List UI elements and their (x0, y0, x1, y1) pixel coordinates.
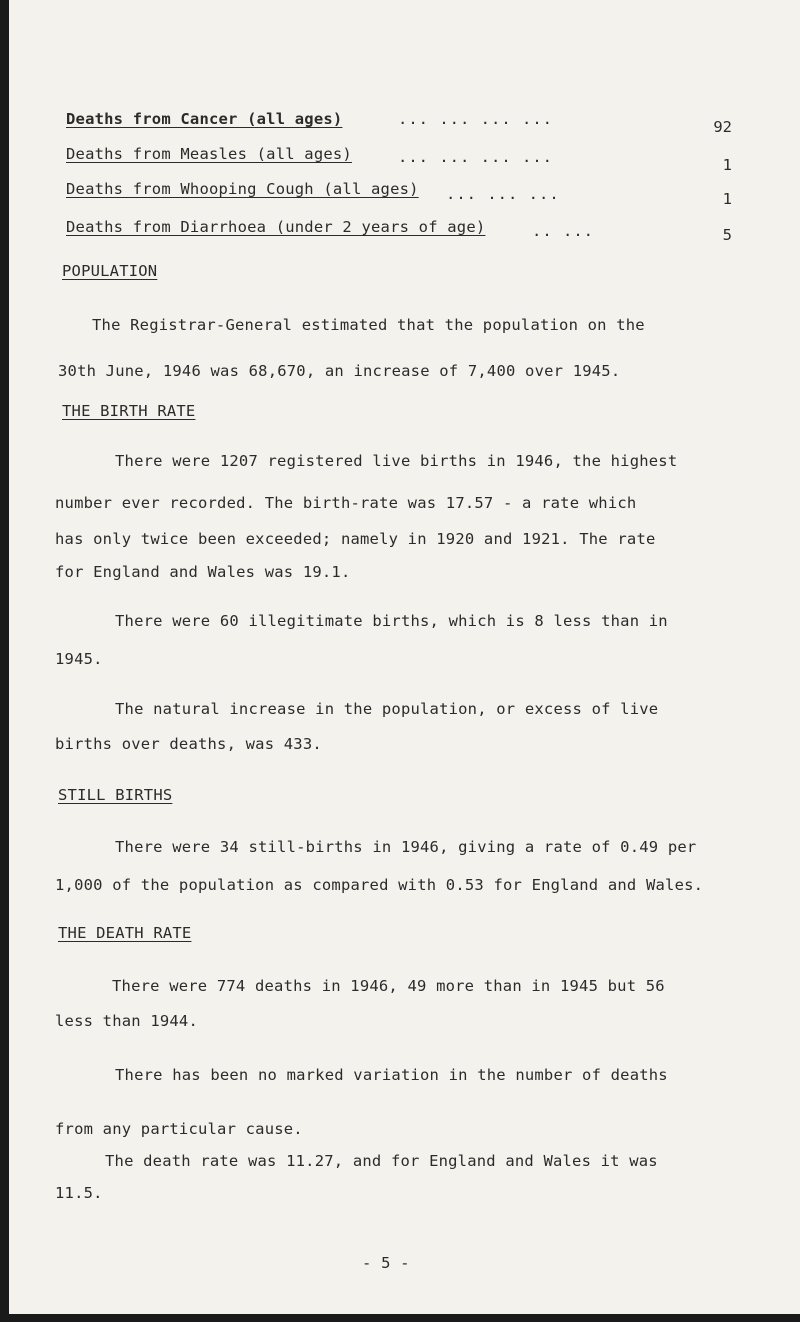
section-heading-population: POPULATION (62, 262, 158, 280)
birth-rate-text-line: There were 1207 registered live births in 1946, the highest (115, 452, 678, 470)
still-births-text-line: There were 34 still-births in 1946, giving a rate of 0.49 per (115, 838, 697, 856)
birth-rate-text-line: has only twice been exceeded; namely in 1920 and 1921. The rate (55, 530, 656, 548)
population-text-line: The Registrar-General estimated that the population on the (92, 316, 645, 334)
stat-leader-measles: ... ... ... ... (398, 148, 553, 166)
birth-rate-text-line: 1945. (55, 650, 103, 668)
still-births-text-line: 1,000 of the population as compared with 0.53 for England and Wales. (55, 876, 704, 894)
stat-label-cancer: Deaths from Cancer (all ages) (66, 110, 343, 128)
stat-label-measles: Deaths from Measles (all ages) (66, 145, 352, 163)
death-rate-text-line: from any particular cause. (55, 1120, 303, 1138)
death-rate-text-line: There were 774 deaths in 1946, 49 more than in 1945 but 56 (112, 977, 665, 995)
birth-rate-text-line: number ever recorded. The birth-rate was 17.57 - a rate which (55, 494, 637, 512)
birth-rate-text-line: for England and Wales was 19.1. (55, 563, 351, 581)
birth-rate-text-line: The natural increase in the population, or excess of live (115, 700, 659, 718)
page-number: - 5 - (362, 1254, 410, 1272)
stat-value-diarrhoea: 5 (722, 226, 732, 244)
stat-value-measles: 1 (722, 156, 732, 174)
stat-leader-cancer: ... ... ... ... (398, 110, 553, 128)
stat-label-whooping-cough: Deaths from Whooping Cough (all ages) (66, 180, 419, 198)
stat-value-cancer: 92 (713, 118, 732, 136)
population-text-line: 30th June, 1946 was 68,670, an increase of 7,400 over 1945. (58, 362, 621, 380)
section-heading-birth-rate: THE BIRTH RATE (62, 402, 196, 420)
stat-leader-whooping-cough: ... ... ... (446, 185, 560, 203)
birth-rate-text-line: births over deaths, was 433. (55, 735, 322, 753)
section-heading-death-rate: THE DEATH RATE (58, 924, 192, 942)
death-rate-text-line: The death rate was 11.27, and for England and Wales it was (105, 1152, 658, 1170)
birth-rate-text-line: There were 60 illegitimate births, which is 8 less than in (115, 612, 668, 630)
section-heading-still-births: STILL BIRTHS (58, 786, 173, 804)
death-rate-text-line: There has been no marked variation in the number of deaths (115, 1066, 668, 1084)
stat-leader-diarrhoea: .. ... (532, 222, 594, 240)
stat-label-diarrhoea: Deaths from Diarrhoea (under 2 years of age) (66, 218, 486, 236)
stat-value-whooping-cough: 1 (722, 190, 732, 208)
death-rate-text-line: 11.5. (55, 1184, 103, 1202)
death-rate-text-line: less than 1944. (55, 1012, 198, 1030)
